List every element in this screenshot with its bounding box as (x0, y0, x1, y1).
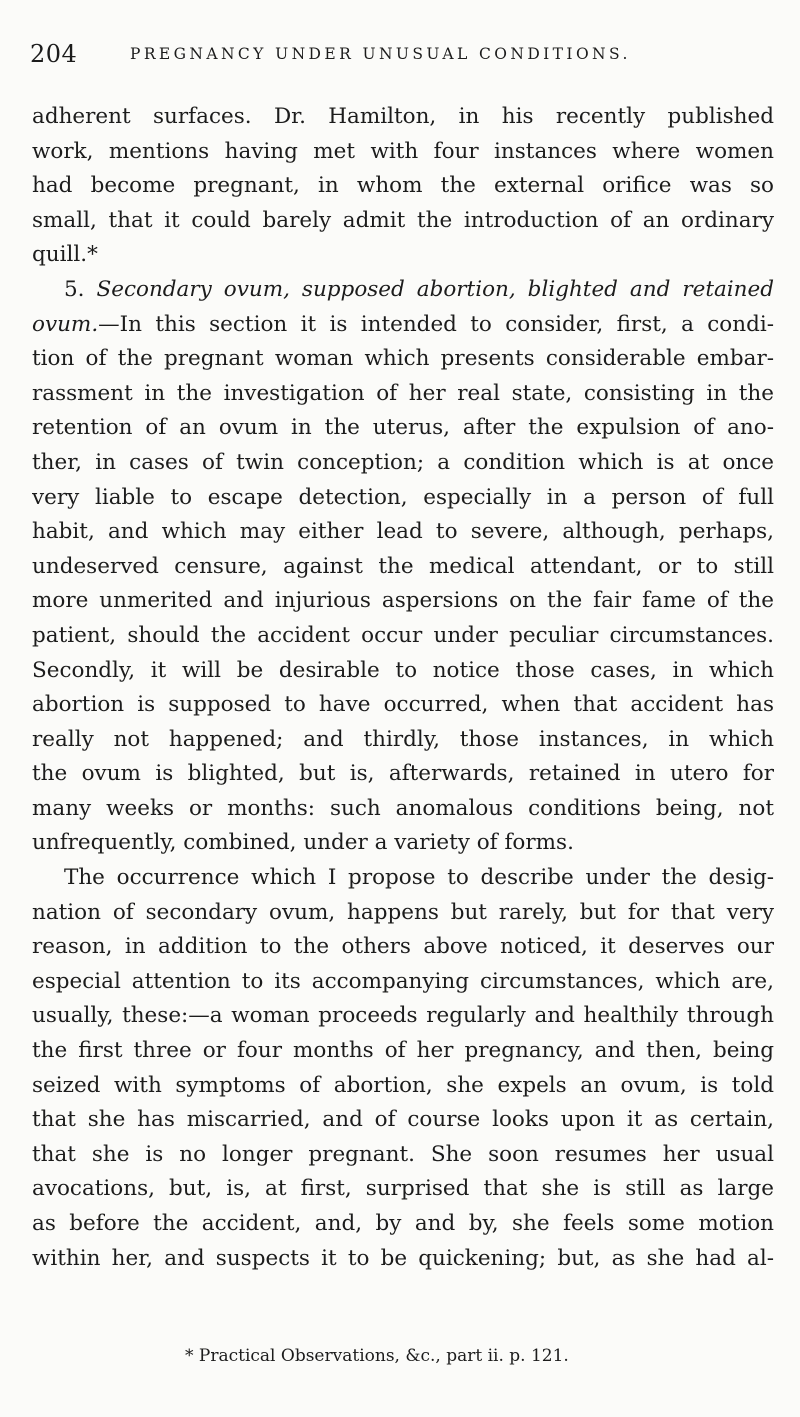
running-head: PREGNANCY UNDER UNUSUAL CONDITIONS. (130, 45, 631, 63)
text-line: reason, in addition to the others above noticed, it deserves our (32, 934, 774, 960)
text-line: patient, should the accident occur under peculiar circumstances. (32, 622, 774, 648)
text-line: the ovum is blighted, but is, afterwards, retained in utero for (32, 761, 774, 787)
text-line: many weeks or months: such anomalous conditions being, not (32, 795, 774, 821)
section-heading-line (32, 273, 774, 308)
text-line: that she is no longer pregnant. She soon resumes her usual (32, 1141, 774, 1167)
text-line: within her, and suspects it to be quickening; but, as she had al- (32, 1245, 774, 1271)
text-line: rassment in the investigation of her real state, consisting in the (32, 380, 774, 406)
text-line: very liable to escape detection, especially in a person of full (32, 484, 774, 510)
text-line: Secondly, it will be desirable to notice those cases, in which (32, 657, 774, 683)
text-line: usually, these:—a woman proceeds regularly and healthily through (32, 1003, 774, 1029)
body-text (32, 100, 774, 1276)
text-line: quill.* (32, 242, 98, 268)
text-line: unfrequently, combined, under a variety of forms. (32, 830, 574, 856)
text-line: retention of an ovum in the uterus, after the expulsion of ano- (32, 415, 774, 441)
footnote: * Practical Observations, &c., part ii. p. 121. (185, 1346, 569, 1366)
text-line: work, mentions having met with four instances where women (32, 138, 774, 164)
text-line: undeserved censure, against the medical attendant, or to still (32, 553, 774, 579)
text-line: small, that it could barely admit the introduction of an ordinary (32, 207, 774, 233)
section-intro: —In this section it is intended to consider, first, a condi- (98, 311, 774, 337)
text-line: especial attention to its accompanying circumstances, which are, (32, 968, 774, 994)
text-line: that she has miscarried, and of course looks upon it as certain, (32, 1107, 774, 1133)
text-line: tion of the pregnant woman which presents considerable embar- (32, 346, 774, 372)
text-line: seized with symptoms of abortion, she expels an ovum, is told (32, 1072, 774, 1098)
text-line: adherent surfaces. Dr. Hamilton, in his recently published (32, 104, 774, 129)
paragraph-start-line: The occurrence which I propose to describe under the desig- (64, 865, 774, 891)
section-number: 5. (64, 276, 85, 302)
text-line: abortion is supposed to have occurred, when that accident has (32, 692, 774, 718)
page-number: 204 (30, 40, 78, 68)
text-line: more unmerited and injurious aspersions on the fair fame of the (32, 588, 774, 614)
text-line: the first three or four months of her pregnancy, and then, being (32, 1038, 774, 1064)
section-heading-line-2 (32, 308, 774, 343)
text-line: habit, and which may either lead to severe, although, perhaps, (32, 519, 774, 545)
section-title-end: ovum. (32, 311, 99, 337)
text-line: ther, in cases of twin conception; a condition which is at once (32, 449, 774, 475)
text-line: really not happened; and thirdly, those instances, in which (32, 726, 774, 752)
page-header (30, 40, 775, 80)
section-title: Secondary ovum, supposed abortion, blighted and retained (96, 276, 774, 302)
text-line: avocations, but, is, at first, surprised that she is still as large (32, 1176, 774, 1202)
text-line: had become pregnant, in whom the external orifice was so (32, 173, 774, 199)
text-line: nation of secondary ovum, happens but rarely, but for that very (32, 899, 774, 925)
text-line: as before the accident, and, by and by, she feels some motion (32, 1211, 774, 1236)
